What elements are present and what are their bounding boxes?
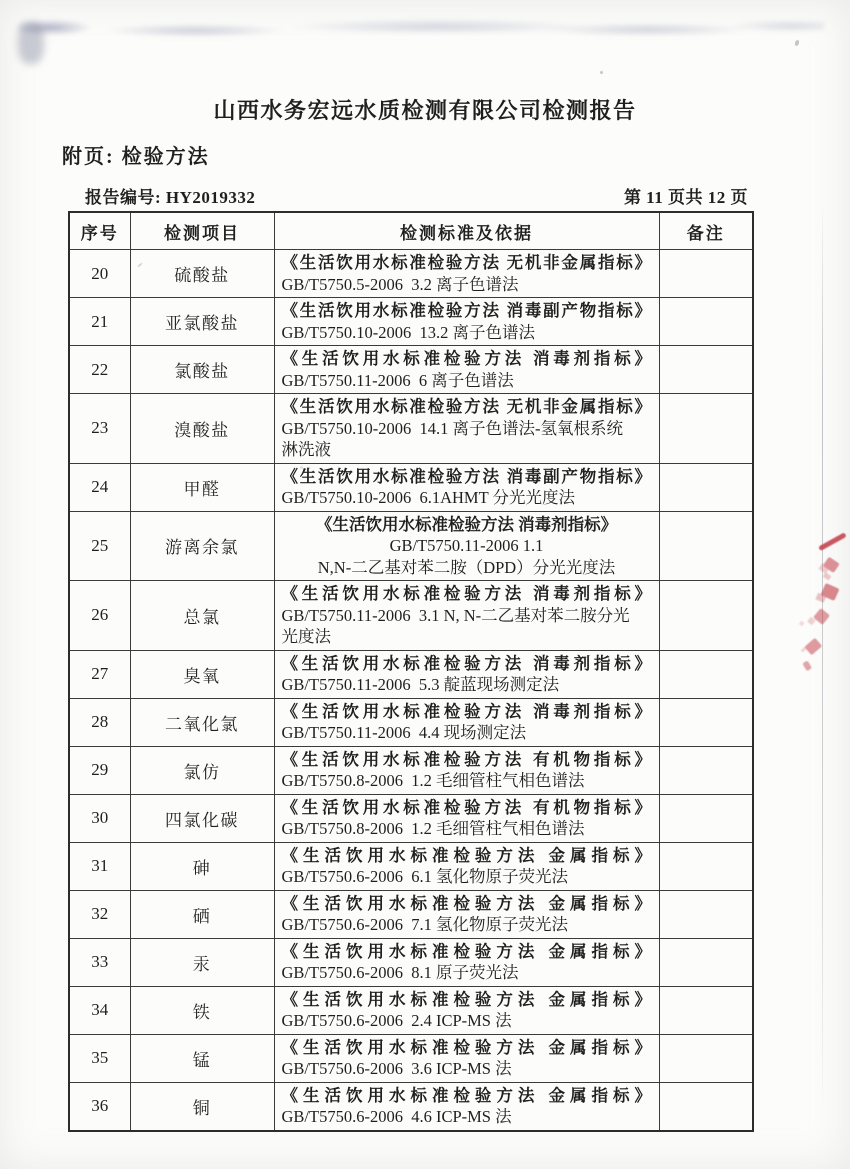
remark-cell — [659, 746, 753, 794]
test-item-cell: 二氧化氯 — [130, 698, 274, 746]
serial-no-cell: 22 — [69, 346, 130, 394]
test-item-cell: 四氯化碳 — [130, 794, 274, 842]
test-item-cell: 铁 — [130, 986, 274, 1034]
remark-cell — [659, 250, 753, 298]
table-row — [69, 842, 753, 890]
serial-no-cell: 35 — [69, 1034, 130, 1082]
standard-line: 《生活饮用水标准检验方法 消毒剂指标》 — [315, 514, 618, 534]
standard-cell — [274, 746, 659, 794]
remark-cell — [659, 794, 753, 842]
standard-line: N,N-二乙基对苯二胺（DPD）分光光度法 — [317, 557, 616, 577]
serial-no-cell: 25 — [69, 511, 130, 581]
serial-no-cell: 36 — [69, 1082, 130, 1131]
standard-line: GB/T5750.6-2006 8.1 原子荧光法 — [281, 963, 519, 982]
test-item-cell: 氯仿 — [130, 746, 274, 794]
test-item-cell: 亚氯酸盐 — [130, 298, 274, 346]
standard-cell — [274, 346, 659, 394]
standard-line: GB/T5750.11-2006 3.1 N, N-二乙基对苯二胺分光 — [281, 605, 630, 625]
remark-cell — [659, 698, 753, 746]
standard-line: 《生活饮用水标准检验方法 无机非金属指标》 — [281, 253, 652, 272]
standard-cell — [274, 650, 659, 698]
standard-cell — [274, 698, 659, 746]
test-item-cell: 硫酸盐 — [130, 250, 274, 298]
table-row — [69, 463, 753, 511]
standard-cell — [274, 463, 659, 511]
serial-no-cell: 34 — [69, 986, 130, 1034]
serial-no-cell: 28 — [69, 698, 130, 746]
standard-line: GB/T5750.6-2006 6.1 氢化物原子荧光法 — [281, 867, 568, 886]
scan-speck — [600, 71, 603, 74]
standard-line: 《生活饮用水标准检验方法 有机物指标》 — [281, 797, 652, 817]
test-item-cell: 锰 — [130, 1034, 274, 1082]
standard-line: GB/T5750.11-2006 1.1 — [389, 536, 544, 555]
table-row — [69, 298, 753, 346]
report-number: 报告编号: HY2019332 — [85, 188, 256, 207]
table-row — [69, 794, 753, 842]
remark-cell — [659, 463, 753, 511]
table-row — [69, 250, 753, 298]
test-item-cell: 汞 — [130, 938, 274, 986]
standard-line: GB/T5750.8-2006 1.2 毛细管柱气相色谱法 — [281, 819, 585, 838]
standard-cell — [274, 581, 659, 651]
test-item-cell: 氯酸盐 — [130, 346, 274, 394]
remark-cell — [659, 890, 753, 938]
scanner-smudge-band — [18, 14, 824, 44]
test-item-cell: 游离余氯 — [130, 511, 274, 581]
standard-line: GB/T5750.11-2006 4.4 现场测定法 — [281, 723, 527, 742]
standard-cell — [274, 986, 659, 1034]
red-stamp-fragment — [786, 534, 850, 694]
test-item-cell: 硒 — [130, 890, 274, 938]
standard-line: 《生活饮用水标准检验方法 消毒副产物指标》 — [281, 466, 652, 486]
table-header-row — [69, 212, 753, 250]
table-row — [69, 746, 753, 794]
standard-line: 《生活饮用水标准检验方法 无机非金属指标》 — [281, 397, 652, 416]
stamp-stroke — [818, 532, 847, 551]
serial-no-cell: 32 — [69, 890, 130, 938]
serial-no-cell: 24 — [69, 463, 130, 511]
remark-cell — [659, 1034, 753, 1082]
page-indicator: 第 11 页共 12 页 — [623, 188, 748, 207]
serial-no-cell: 33 — [69, 938, 130, 986]
stamp-mark — [823, 557, 840, 573]
serial-no-cell: 23 — [69, 394, 130, 464]
standard-line: 光度法 — [281, 627, 331, 646]
standard-line: GB/T5750.6-2006 7.1 氢化物原子荧光法 — [281, 915, 568, 934]
standard-cell — [274, 250, 659, 298]
standard-cell — [274, 890, 659, 938]
standard-line: 《生活饮用水标准检验方法 消毒副产物指标》 — [281, 301, 652, 320]
standard-line: 《生活饮用水标准检验方法 消毒剂指标》 — [281, 701, 652, 721]
stamp-mark — [804, 638, 822, 655]
table-row — [69, 511, 753, 581]
test-item-cell: 臭氧 — [130, 650, 274, 698]
header-standard: 检测标准及依据 — [274, 212, 659, 250]
report-title: 山西水务宏远水质检测有限公司检测报告 — [213, 98, 637, 123]
remark-cell — [659, 938, 753, 986]
appendix-subtitle: 附页: 检验方法 — [62, 146, 210, 168]
standard-cell — [274, 394, 659, 464]
header-remark: 备注 — [659, 212, 753, 250]
standard-line: 《生活饮用水标准检验方法 金属指标》 — [281, 845, 652, 865]
standard-line: GB/T5750.10-2006 14.1 离子色谱法-氢氧根系统 — [281, 418, 623, 438]
remark-cell — [659, 1082, 753, 1131]
standard-line: GB/T5750.10-2006 6.1AHMT 分光光度法 — [281, 488, 575, 507]
table-row — [69, 938, 753, 986]
remark-cell — [659, 298, 753, 346]
serial-no-cell: 29 — [69, 746, 130, 794]
remark-cell — [659, 650, 753, 698]
table-row — [69, 650, 753, 698]
standard-line: GB/T5750.10-2006 13.2 离子色谱法 — [281, 322, 535, 342]
table-row — [69, 346, 753, 394]
standard-cell — [274, 1082, 659, 1131]
serial-no-cell: 27 — [69, 650, 130, 698]
table-row — [69, 698, 753, 746]
standard-line: 《生活饮用水标准检验方法 金属指标》 — [281, 893, 652, 913]
methods-table — [68, 211, 754, 1132]
serial-no-cell: 30 — [69, 794, 130, 842]
table-row — [69, 394, 753, 464]
methods-table-body — [69, 250, 753, 1131]
standard-line: 《生活饮用水标准检验方法 消毒剂指标》 — [281, 584, 652, 603]
test-item-cell: 砷 — [130, 842, 274, 890]
serial-no-cell: 31 — [69, 842, 130, 890]
standard-line: 《生活饮用水标准检验方法 消毒剂指标》 — [281, 653, 652, 673]
test-item-cell: 铜 — [130, 1082, 274, 1131]
standard-cell — [274, 298, 659, 346]
table-row — [69, 986, 753, 1034]
stamp-mark — [821, 583, 840, 601]
remark-cell — [659, 346, 753, 394]
header-test-item: 检测项目 — [130, 212, 274, 250]
standard-cell — [274, 1034, 659, 1082]
standard-line: GB/T5750.11-2006 6 离子色谱法 — [281, 370, 514, 390]
standard-line: 《生活饮用水标准检验方法 金属指标》 — [281, 941, 652, 961]
table-row — [69, 890, 753, 938]
standard-cell — [274, 938, 659, 986]
standard-line: 《生活饮用水标准检验方法 有机物指标》 — [281, 749, 652, 769]
remark-cell — [659, 842, 753, 890]
stamp-mark — [802, 660, 812, 671]
scan-speck — [794, 39, 800, 46]
scanner-smudge-blob — [18, 22, 44, 64]
stamp-mark — [813, 608, 830, 625]
standard-line: 《生活饮用水标准检验方法 金属指标》 — [281, 1037, 652, 1057]
header-serial-no: 序号 — [69, 212, 130, 250]
standard-line: GB/T5750.6-2006 2.4 ICP-MS 法 — [281, 1011, 512, 1030]
remark-cell — [659, 394, 753, 464]
serial-no-cell: 26 — [69, 581, 130, 651]
standard-line: 《生活饮用水标准检验方法 消毒剂指标》 — [281, 349, 652, 368]
standard-line: GB/T5750.5-2006 3.2 离子色谱法 — [281, 274, 519, 294]
table-row — [69, 1034, 753, 1082]
standard-line: GB/T5750.8-2006 1.2 毛细管柱气相色谱法 — [281, 771, 585, 790]
remark-cell — [659, 581, 753, 651]
standard-cell — [274, 842, 659, 890]
test-item-cell: 甲醛 — [130, 463, 274, 511]
report-meta-row — [85, 183, 748, 208]
serial-no-cell: 20 — [69, 250, 130, 298]
standard-line: GB/T5750.11-2006 5.3 靛蓝现场测定法 — [281, 675, 560, 694]
standard-line: GB/T5750.6-2006 3.6 ICP-MS 法 — [281, 1059, 512, 1078]
serial-no-cell: 21 — [69, 298, 130, 346]
standard-line: 《生活饮用水标准检验方法 金属指标》 — [281, 1085, 652, 1105]
test-item-cell: 总氯 — [130, 581, 274, 651]
test-item-cell: 溴酸盐 — [130, 394, 274, 464]
table-row — [69, 581, 753, 651]
standard-line: 《生活饮用水标准检验方法 金属指标》 — [281, 989, 652, 1009]
standard-line: GB/T5750.6-2006 4.6 ICP-MS 法 — [281, 1107, 512, 1126]
remark-cell — [659, 511, 753, 581]
standard-cell — [274, 794, 659, 842]
standard-line: 淋洗液 — [281, 440, 331, 459]
standard-cell — [274, 511, 659, 581]
table-row — [69, 1082, 753, 1131]
remark-cell — [659, 986, 753, 1034]
